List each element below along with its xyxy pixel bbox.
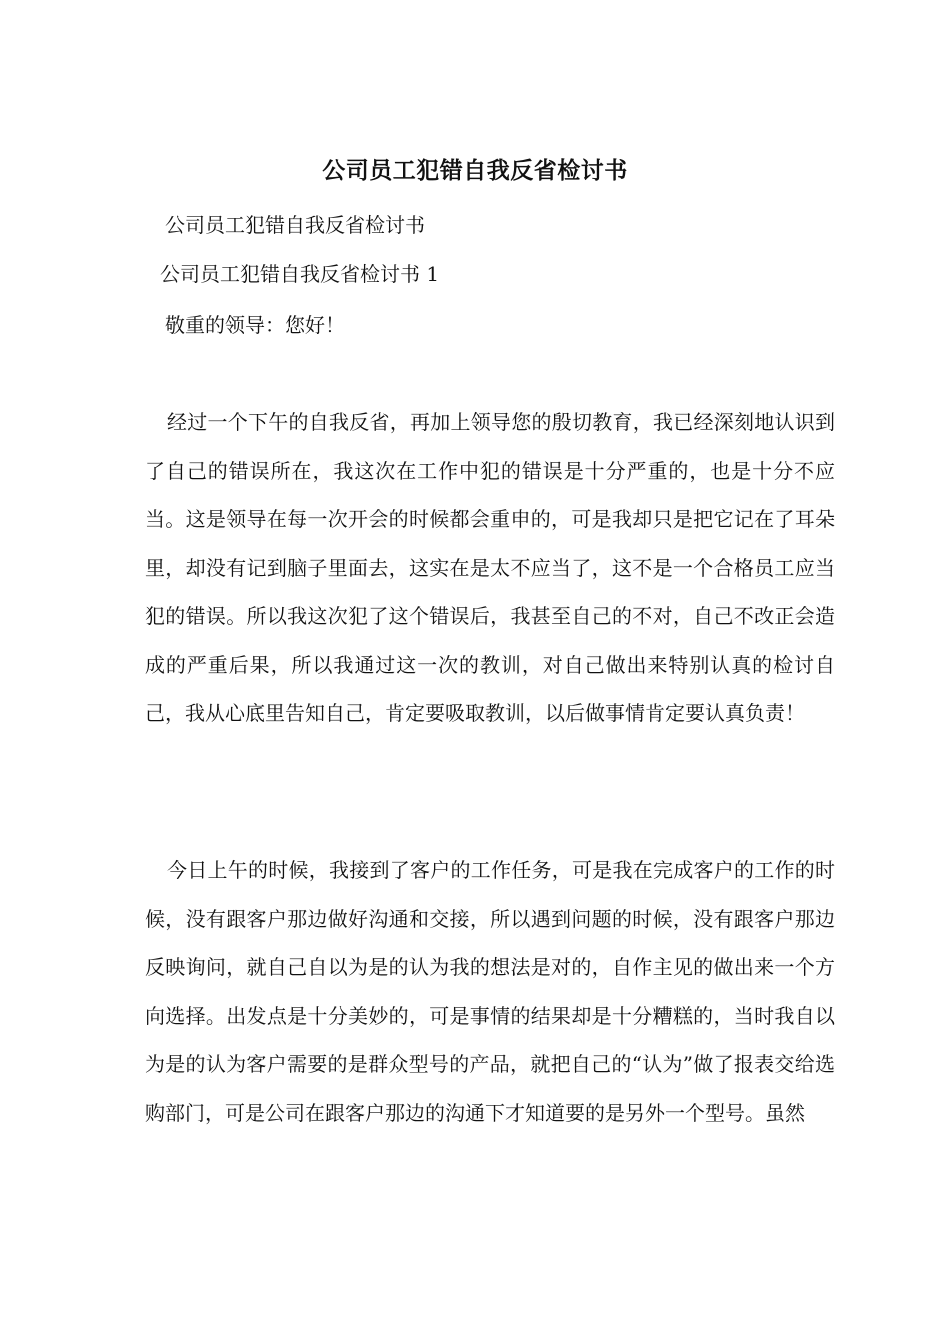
body-paragraph-2: 今日上午的时候，我接到了客户的工作任务，可是我在完成客户的工作的时候，没有跟客户那边做好沟通和交接，所以遇到问题的时候，没有跟客户那边反映询问，就自己自以为是的认为我的想法是对的，自作主见的做出来一个方向选择。出发点是十分美妙的，可是事情的结果却是十分糟糕的，当时我自以为是的认为客户需要的是群众型号的产品，就把自己的“认为”做了报表交给选购部门，可是公司在跟客户那边的沟通下才知道要的是另外一个型号。虽然 (145, 858, 835, 1125)
salutation: 敬重的领导：您好！ (165, 313, 345, 337)
body-paragraph-1: 经过一个下午的自我反省，再加上领导您的殷切教育，我已经深刻地认识到了自己的错误所在，我这次在工作中犯的错误是十分严重的，也是十分不应当。这是领导在每一次开会的时候都会重申的，可是我却只是把它记在了耳朵里，却没有记到脑子里面去，这实在是太不应当了，这不是一个合格员工应当犯的错误。所以我这次犯了这个错误后，我甚至自己的不对，自己不改正会造成的严重后果，所以我通过这一次的教训，对自己做出来特别认真的检讨自己，我从心底里告知自己，肯定要吸取教训，以后做事情肯定要认真负责！ (145, 410, 835, 725)
document-title: 公司员工犯错自我反省检讨书 (322, 157, 628, 184)
document-subtitle: 公司员工犯错自我反省检讨书 (165, 213, 425, 237)
section-heading: 公司员工犯错自我反省检讨书 1 (160, 262, 440, 286)
